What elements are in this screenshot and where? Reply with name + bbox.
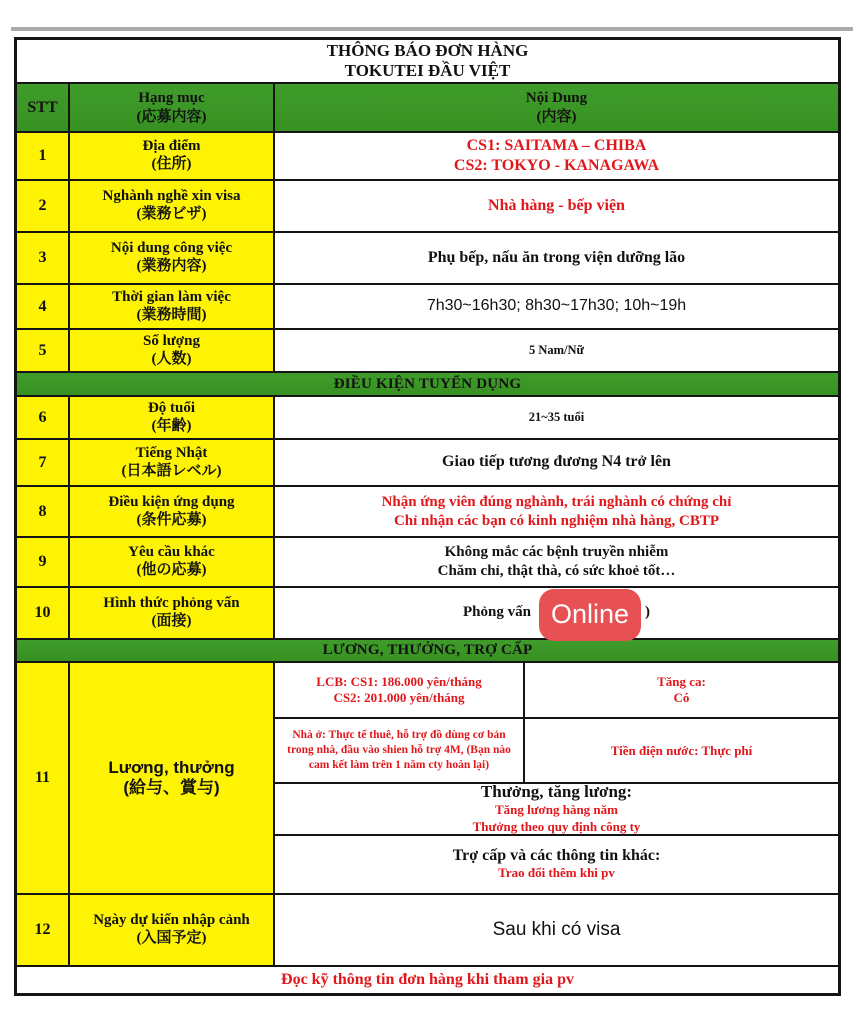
content-line: Nhà hàng - bếp viện [488,196,625,214]
row-label-vi: Thời gian làm việc [112,288,231,305]
row-label-jp: (業務内容) [136,258,207,274]
table-row-3-job-description [17,231,838,283]
row-stt: 1 [17,133,70,179]
table-row-11-salary [17,661,838,893]
row-stt: 4 [17,285,70,328]
content-line: CS2: TOKYO - KANAGAWA [453,157,660,174]
header-stt: STT [17,84,70,131]
allowance-line: Trao đổi thêm khi pv [498,865,615,881]
table-row-6-age [17,395,838,438]
row-label-vi: Tiếng Nhật [135,444,208,461]
content-line: 21~35 tuổi [528,410,585,425]
interview-text-suffix: ) [644,604,650,621]
row-stt: 2 [17,181,70,231]
header-category-vi: Hạng mục [138,89,205,106]
doc-title-line2: TOKUTEI ĐẦU VIỆT [344,61,511,80]
overtime-cell [525,663,838,717]
base-salary-line: CS2: 201.000 yên/tháng [333,690,465,706]
row-label-jp: (年齢) [151,417,192,434]
table-row-1-location [17,131,838,179]
row-label-jp: (他の応募) [136,562,207,578]
row-content [275,181,838,231]
row-label [70,440,275,485]
overtime-label: Tăng ca: [657,673,706,689]
table-row-2-visa-industry [17,179,838,231]
row-label-jp: (人数) [151,350,192,367]
header-content-jp: (内容) [536,108,577,125]
online-badge: Online [539,589,641,641]
content-line: Giao tiếp tương đương N4 trở lên [442,453,671,471]
salary-subtable [275,663,838,893]
row-label [70,397,275,438]
table-row-4-working-hours [17,283,838,328]
header-content [275,84,838,131]
row-stt: 11 [17,663,70,893]
salary-subrow-base [275,663,838,719]
doc-title-line1: THÔNG BÁO ĐƠN HÀNG [326,40,529,60]
row-label [70,663,275,893]
row-stt: 7 [17,440,70,485]
content-line: Nhận ứng viên đúng nghành, trái nghành có chứng chỉ [381,493,732,510]
row-content [275,895,838,965]
content-line: Sau khi có visa [492,918,621,940]
row-label-vi: Yêu cầu khác [128,544,215,561]
row-content [275,487,838,536]
row-label [70,487,275,536]
content-line: Không mắc các bệnh truyền nhiễm [444,544,669,561]
content-line: CS1: SAITAMA – CHIBA [466,137,647,154]
row-stt: 12 [17,895,70,965]
row-content [275,233,838,283]
row-content [275,133,838,179]
allowance-title: Trợ cấp và các thông tin khác: [452,847,661,865]
row-stt: 9 [17,538,70,586]
row-label [70,588,275,638]
row-label [70,133,275,179]
utilities-cell: Tiền điện nước: Thực phí [610,742,753,758]
row-label-jp: (給与、賞与) [123,778,220,797]
content-line: Chỉ nhận các bạn có kinh nghiệm nhà hàng, CBTP [393,512,720,529]
row-label [70,285,275,328]
row-label-jp: (住所) [151,156,192,172]
table-row-8-application-conditions [17,485,838,536]
table-header-row [17,82,838,131]
row-stt: 8 [17,487,70,536]
row-label-vi: Ngày dự kiến nhập cảnh [93,912,250,929]
row-label [70,538,275,586]
footer-note: Đọc kỹ thông tin đơn hàng khi tham gia pv [17,965,838,993]
row-label-vi: Lương, thưởng [108,757,235,777]
row-label-jp: (条件応募) [136,511,207,528]
row-label-vi: Nghành nghề xin visa [102,188,241,205]
base-salary-cell [275,663,525,717]
salary-subrow-bonus [275,784,838,836]
row-label-jp: (業務時間) [136,306,207,323]
row-label-vi: Địa điểm [142,138,201,155]
table-row-5-quantity [17,328,838,371]
salary-subrow-housing [275,719,838,783]
base-salary-line: LCB: CS1: 186.000 yên/tháng [316,673,482,689]
row-content [275,330,838,371]
header-content-vi: Nội Dung [525,89,588,106]
row-label-vi: Nội dung công việc [110,240,233,257]
header-category-jp: (応募内容) [136,108,207,125]
row-label [70,181,275,231]
job-order-table [14,37,841,996]
overtime-value: Có [673,690,690,706]
photo-edge-artifact [11,27,853,31]
row-label-vi: Độ tuổi [147,399,196,416]
section-header-salary: LƯƠNG, THƯỞNG, TRỢ CẤP [17,638,838,661]
title-block [17,40,838,82]
row-stt: 6 [17,397,70,438]
row-stt: 10 [17,588,70,638]
table-row-10-interview-format [17,586,838,638]
row-label [70,233,275,283]
content-line: 5 Nam/Nữ [528,343,585,358]
row-label-jp: (業務ビザ) [136,206,207,222]
section-header-recruitment: ĐIỀU KIỆN TUYỂN DỤNG [17,371,838,395]
row-label-jp: (面接) [151,613,192,629]
row-stt: 5 [17,330,70,371]
content-line: 7h30~16h30; 8h30~17h30; 10h~19h [426,297,687,315]
header-category [70,84,275,131]
bonus-line: Tăng lương hàng năm [494,802,618,818]
table-row-7-japanese-level [17,438,838,485]
table-row-9-other-requirements [17,536,838,586]
row-label-vi: Số lượng [143,332,200,349]
content-line: Chăm chỉ, thật thà, có sức khoẻ tốt… [437,563,676,579]
row-label-vi: Hình thức phỏng vấn [103,595,240,612]
housing-cell: Nhà ở: Thực tế thuê, hỗ trợ đồ dùng cơ bản trong nhà, đầu vào shien hỗ trợ 4M, (Bạn nào cam kết làm trên 1 năm cty hoàn lại) [275,719,525,781]
row-content [275,285,838,328]
table-row-12-entry-date [17,893,838,965]
row-label [70,330,275,371]
row-label-vi: Điều kiện ứng dụng [108,493,235,510]
row-content [275,538,838,586]
bonus-title: Thưởng, tăng lương: [480,782,633,802]
row-stt: 3 [17,233,70,283]
row-content [275,440,838,485]
row-label-jp: (日本語レベル) [121,462,222,479]
row-label-jp: (入国予定) [136,930,207,946]
interview-text-prefix: Phỏng vấn [463,604,531,621]
salary-subrow-allowance [275,836,838,893]
bonus-line: Thưởng theo quy định công ty [472,818,641,834]
row-content [275,588,838,638]
content-line: Phụ bếp, nấu ăn trong viện dưỡng lão [427,248,686,266]
row-label [70,895,275,965]
row-content [275,397,838,438]
